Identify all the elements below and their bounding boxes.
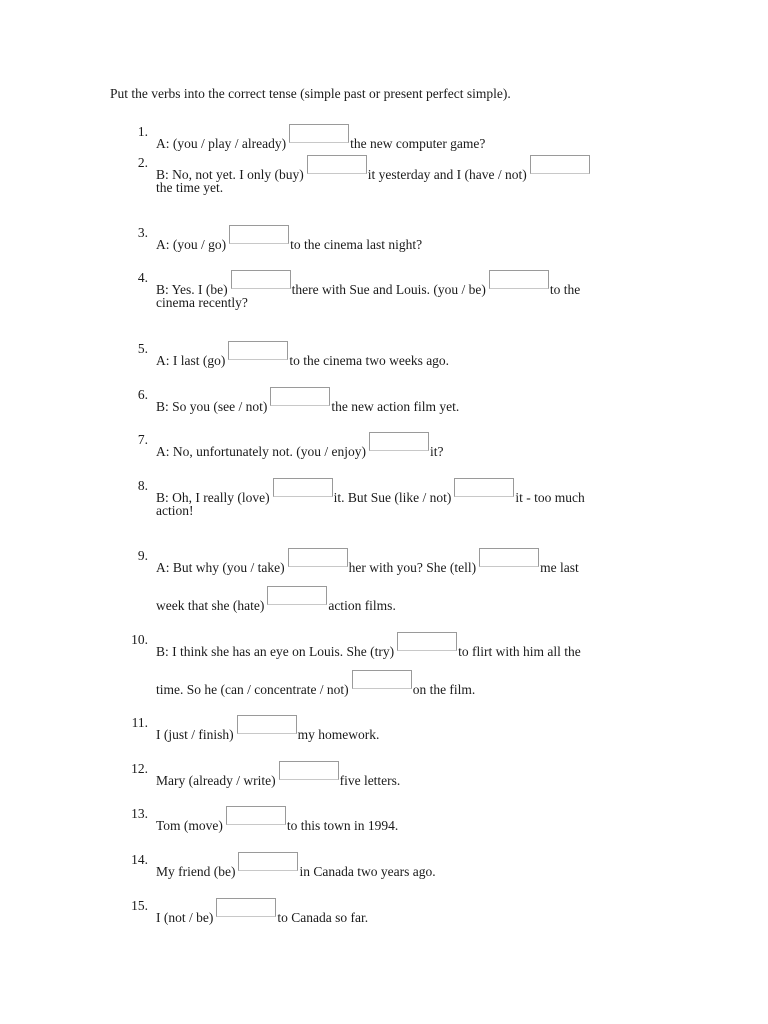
- item-text-segment: on the film.: [412, 682, 476, 697]
- item-number: 5.: [137, 341, 148, 356]
- item-text: [156, 852, 676, 879]
- answer-blank-field[interactable]: [397, 632, 457, 651]
- answer-blank-field[interactable]: [228, 341, 288, 360]
- item-text-segment: A: (you / go): [156, 237, 227, 252]
- answer-blank-field[interactable]: [289, 124, 349, 143]
- item-line: [156, 898, 676, 925]
- item-text-segment: time. So he (can / concentrate / not): [156, 682, 349, 697]
- item-text-segment: action films.: [328, 598, 396, 613]
- item-line: [156, 225, 676, 252]
- item-line: [156, 632, 676, 659]
- item-text-segment: her with you? She (tell): [348, 560, 477, 575]
- answer-blank-field[interactable]: [489, 270, 549, 289]
- item-text-segment: A: (you / play / already): [156, 136, 287, 151]
- answer-blank-field[interactable]: [369, 432, 429, 451]
- item-text: [156, 632, 676, 697]
- answer-blank-field[interactable]: [267, 586, 327, 605]
- item-line: [156, 270, 676, 297]
- item-number: 6.: [137, 387, 148, 402]
- item-text-segment: it. But Sue (like / not): [333, 490, 452, 505]
- item-text: [156, 155, 676, 200]
- item-text-segment: action!: [156, 503, 194, 518]
- item-line: [156, 715, 676, 742]
- item-text-segment: in Canada two years ago.: [299, 864, 436, 879]
- item-line: [156, 124, 676, 151]
- item-text: [156, 898, 676, 925]
- item-line: [156, 503, 676, 523]
- item-text-segment: there with Sue and Louis. (you / be): [291, 282, 486, 297]
- item-number: 11.: [131, 715, 148, 730]
- item-text: [156, 270, 676, 315]
- item-number: 1.: [137, 124, 148, 139]
- item-text-segment: My friend (be): [156, 864, 236, 879]
- item-text-segment: to Canada so far.: [277, 910, 369, 925]
- item-text-segment: Tom (move): [156, 818, 223, 833]
- item-text: [156, 432, 676, 459]
- item-text: [156, 548, 676, 613]
- answer-blank-field[interactable]: [226, 806, 286, 825]
- item-text-segment: me last: [540, 560, 579, 575]
- item-text-segment: five letters.: [339, 773, 401, 788]
- item-text-segment: I (just / finish): [156, 727, 234, 742]
- answer-blank-field[interactable]: [229, 225, 289, 244]
- answer-blank-field[interactable]: [288, 548, 348, 567]
- item-line: [156, 295, 676, 315]
- item-text-segment: the time yet.: [156, 180, 224, 195]
- item-number: 4.: [137, 270, 148, 285]
- item-text-segment: week that she (hate): [156, 598, 265, 613]
- item-line: [156, 586, 676, 613]
- item-text-segment: Mary (already / write): [156, 773, 276, 788]
- item-text: [156, 478, 676, 523]
- item-number: 12.: [131, 761, 148, 776]
- item-text-segment: A: But why (you / take): [156, 560, 285, 575]
- item-text: [156, 225, 676, 252]
- answer-blank-field[interactable]: [237, 715, 297, 734]
- item-number: 13.: [131, 806, 148, 821]
- answer-blank-field[interactable]: [279, 761, 339, 780]
- item-text-segment: A: I last (go): [156, 353, 226, 368]
- answer-blank-field[interactable]: [454, 478, 514, 497]
- item-line: [156, 670, 676, 697]
- answer-blank-field[interactable]: [307, 155, 367, 174]
- item-line: [156, 180, 676, 200]
- item-number: 10.: [131, 632, 148, 647]
- answer-blank-field[interactable]: [231, 270, 291, 289]
- item-text-segment: it yesterday and I (have / not): [367, 167, 527, 182]
- item-number: 2.: [137, 155, 148, 170]
- item-text: [156, 806, 676, 833]
- item-text: [156, 715, 676, 742]
- item-text-segment: I (not / be): [156, 910, 214, 925]
- answer-blank-field[interactable]: [479, 548, 539, 567]
- item-number: 8.: [137, 478, 148, 493]
- item-text-segment: the new action film yet.: [331, 399, 460, 414]
- item-text-segment: my homework.: [297, 727, 380, 742]
- item-number: 7.: [137, 432, 148, 447]
- item-text-segment: to the cinema two weeks ago.: [289, 353, 450, 368]
- answer-blank-field[interactable]: [352, 670, 412, 689]
- item-line: [156, 387, 676, 414]
- item-number: 9.: [137, 548, 148, 563]
- answer-blank-field[interactable]: [270, 387, 330, 406]
- item-line: [156, 432, 676, 459]
- instruction-text: Put the verbs into the correct tense (simple past or present perfect simple).: [110, 86, 511, 101]
- answer-blank-field[interactable]: [238, 852, 298, 871]
- item-text-segment: B: So you (see / not): [156, 399, 268, 414]
- item-text-segment: it - too much: [515, 490, 585, 505]
- item-line: [156, 155, 676, 182]
- item-number: 15.: [131, 898, 148, 913]
- item-text-segment: to flirt with him all the: [458, 644, 581, 659]
- item-text: [156, 761, 676, 788]
- item-text-segment: B: Oh, I really (love): [156, 490, 270, 505]
- item-line: [156, 341, 676, 368]
- item-text: [156, 387, 676, 414]
- answer-blank-field[interactable]: [273, 478, 333, 497]
- item-text-segment: to the: [549, 282, 581, 297]
- item-line: [156, 806, 676, 833]
- item-text-segment: to this town in 1994.: [286, 818, 399, 833]
- item-line: [156, 852, 676, 879]
- item-text-segment: it?: [429, 444, 444, 459]
- item-line: [156, 548, 676, 575]
- item-text-segment: A: No, unfortunately not. (you / enjoy): [156, 444, 366, 459]
- item-text-segment: to the cinema last night?: [290, 237, 423, 252]
- item-number: 3.: [137, 225, 148, 240]
- item-text-segment: B: No, not yet. I only (buy): [156, 167, 304, 182]
- answer-blank-field[interactable]: [530, 155, 590, 174]
- item-text-segment: cinema recently?: [156, 295, 248, 310]
- item-line: [156, 478, 676, 505]
- item-number: 14.: [131, 852, 148, 867]
- item-text-segment: B: I think she has an eye on Louis. She (try): [156, 644, 395, 659]
- item-text: [156, 341, 676, 368]
- answer-blank-field[interactable]: [216, 898, 276, 917]
- item-text: [156, 124, 676, 151]
- item-line: [156, 761, 676, 788]
- item-text-segment: the new computer game?: [350, 136, 486, 151]
- item-text-segment: B: Yes. I (be): [156, 282, 228, 297]
